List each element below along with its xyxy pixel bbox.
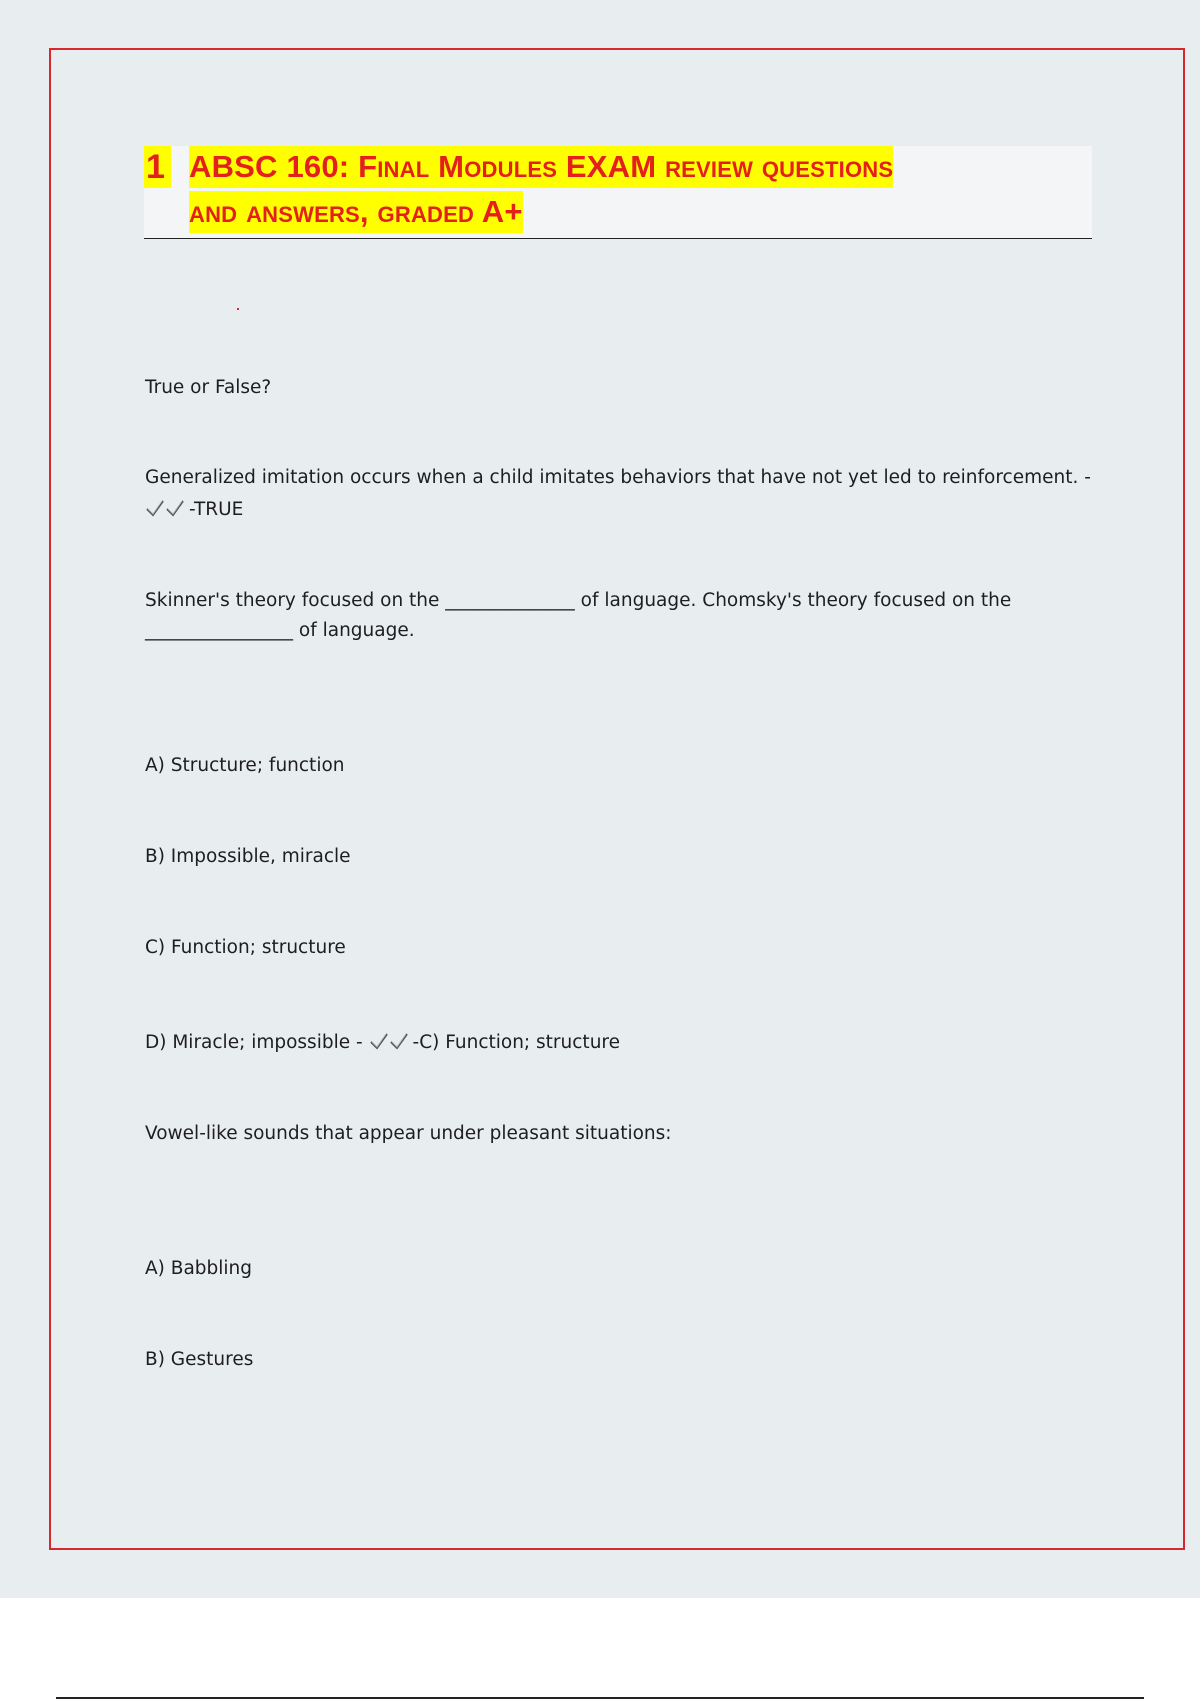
option-c: C) Function; structure [145,937,346,958]
question-text: Skinner's theory focused on the ______________ of language. Chomsky's theory focused on the [145,590,1012,611]
option-b: B) Impossible, miracle [145,846,351,867]
option-a: A) Structure; function [145,755,345,776]
footer-divider [56,1697,1144,1699]
document-title-line1: ABSC 160: Final Modules EXAM review questions [189,146,893,188]
stray-mark [237,308,239,310]
double-check-icon [369,1031,413,1051]
option-b: B) Gestures [145,1349,254,1370]
question-prompt: True or False? [145,377,272,398]
question-text-continued: ________________ of language. [145,620,415,641]
double-check-icon [145,498,189,518]
answer-text: -C) Function; structure [412,1032,620,1053]
page-border-frame [49,48,1185,1550]
option-d: D) Miracle; impossible - [145,1032,363,1053]
option-a: A) Babbling [145,1258,253,1279]
document-title-line2: and answers, graded A+ [189,191,523,233]
question-text: Vowel-like sounds that appear under pleasant situations: [145,1123,672,1144]
option-d-with-answer [145,1027,1085,1058]
question-text: Generalized imitation occurs when a child imitates behaviors that have not yet led to reinforcement. - [145,467,1091,488]
answer-text: -TRUE [189,499,244,520]
question-answer [145,494,1085,525]
title-number: 1 [144,146,171,188]
